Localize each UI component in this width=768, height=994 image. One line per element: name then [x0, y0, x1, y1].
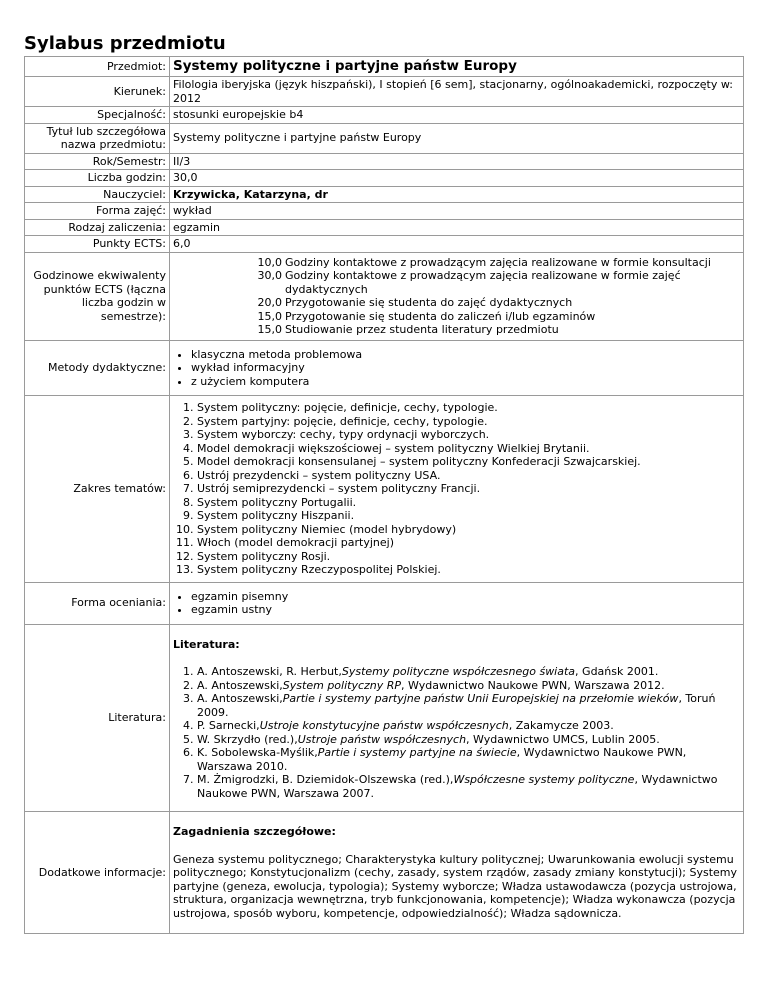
label-topics: Zakres tematów:: [25, 396, 170, 583]
literature-title: Ustroje konstytucyjne państw współczesnych: [259, 719, 509, 732]
extra-heading: Zagadnienia szczegółowe:: [173, 825, 336, 838]
literature-author: A. Antoszewski,: [197, 678, 283, 692]
grading-item: • egzamin ustny: [191, 603, 740, 617]
grading-item: • egzamin pisemny: [191, 590, 740, 604]
label-zaliczenie: Rodzaj zaliczenia:: [25, 219, 170, 236]
label-rok: Rok/Semestr:: [25, 153, 170, 170]
row-zaliczenie: [25, 219, 744, 236]
hours-value: 10,0: [257, 255, 282, 269]
topic-item: 12. System polityczny Rosji.: [197, 550, 740, 564]
literature-title: Systemy polityczne współczesnego świata: [341, 665, 576, 678]
value-kierunek: Filologia iberyjska (język hiszpański), I stopień [6 sem], stacjonarny, ogólnoakademicki, rozpoczęty w: 2012: [170, 77, 744, 107]
label-ects: Punkty ECTS:: [25, 236, 170, 253]
row-specjalnosc: [25, 107, 744, 124]
literature-publisher: , Toruń 2009.: [197, 692, 716, 719]
value-nauczyciel: Krzywicka, Katarzyna, dr: [170, 186, 744, 203]
value-ects: 6,0: [170, 236, 744, 253]
literature-heading: Literatura:: [173, 637, 240, 651]
row-methods: [25, 340, 744, 396]
literature-publisher: , Wydawnictwo Naukowe PWN, Warszawa 2010.: [197, 746, 687, 773]
label-przedmiot: Przedmiot:: [25, 57, 170, 77]
hours-row: [173, 269, 740, 296]
extra-text: Geneza systemu politycznego; Charakterystyka kultury politycznej; Uwarunkowania ewolucji systemu politycznego; Konstytucjonalizm (cechy, zasady, system rządów, zasady zmiany konstytucji); Systemy partyjne (geneza, ewolucja, typologia); Systemy wyborcze; Władza ustawodawcza (pozycja ustrojowa, struktura, organizacja wewnętrzna, tryb funkcjonowania, kompetencje); Władza wykonawcza (pozycja ustrojowa, sposób wyboru, kompetencje, odpowiedzialność); Władza sądownicza.: [173, 852, 738, 920]
hours-value: 15,0: [257, 309, 282, 323]
hours-row: [173, 296, 740, 310]
label-hours: Godzinowe ekwiwalenty punktów ECTS (łączna liczba godzin w semestrze):: [25, 252, 170, 340]
literature-title: Ustroje państw współczesnych: [297, 732, 467, 746]
value-przedmiot: Systemy polityczne i partyjne państw Europy: [170, 57, 744, 77]
literature-author: K. Sobolewska-Myślik,: [197, 746, 318, 759]
row-hours: [25, 252, 744, 340]
topic-item: 4. Model demokracji większościowej – system polityczny Wielkiej Brytanii.: [197, 442, 740, 456]
method-item: • klasyczna metoda problemowa: [191, 348, 740, 362]
literature-title: Partie i systemy partyjne państw Unii Europejskiej na przełomie wieków: [282, 692, 679, 705]
row-godziny: [25, 170, 744, 187]
row-grading: [25, 582, 744, 624]
literature-publisher: , Wydawnictwo UMCS, Lublin 2005.: [466, 732, 660, 746]
row-literature: [25, 624, 744, 812]
literature-author: A. Antoszewski,: [197, 692, 283, 705]
hours-description: Studiowanie przez studenta literatury przedmiotu: [285, 323, 559, 336]
label-godziny: Liczba godzin:: [25, 170, 170, 187]
literature-item: [197, 719, 740, 733]
literature-item: [197, 692, 740, 719]
hours-description: Godziny kontaktowe z prowadzącym zajęcia realizowane w formie konsultacji: [285, 255, 711, 269]
row-topics: [25, 396, 744, 583]
literature-publisher: , Wydawnictwo Naukowe PWN, Warszawa 2007.: [197, 773, 718, 800]
literature-item: [197, 746, 740, 773]
value-godziny: 30,0: [170, 170, 744, 187]
grading-list: [173, 590, 740, 617]
topic-item: 13. System polityczny Rzeczypospolitej Polskiej.: [197, 563, 740, 577]
literature-author: P. Sarnecki,: [197, 719, 260, 732]
value-rok: II/3: [170, 153, 744, 170]
literature-author: W. Skrzydło (red.),: [197, 732, 298, 746]
literature-publisher: , Wydawnictwo Naukowe PWN, Warszawa 2012.: [401, 678, 665, 692]
label-kierunek: Kierunek:: [25, 77, 170, 107]
topic-item: 10. System polityczny Niemiec (model hybrydowy): [197, 523, 740, 537]
syllabus-table: [24, 56, 744, 934]
hours-row: [173, 323, 740, 337]
row-rok: [25, 153, 744, 170]
value-tytul: Systemy polityczne i partyjne państw Europy: [170, 123, 744, 153]
literature-item: [197, 679, 740, 693]
topic-item: 7. Ustrój semiprezydencki – system polityczny Francji.: [197, 482, 740, 496]
topic-item: 8. System polityczny Portugalii.: [197, 496, 740, 510]
hours-description: Przygotowanie się studenta do zaliczeń i/lub egzaminów: [285, 309, 596, 323]
hours-description: Godziny kontaktowe z prowadzącym zajęcia realizowane w formie zajęć dydaktycznych: [285, 269, 681, 296]
literature-item: [197, 773, 740, 800]
hours-description: Przygotowanie się studenta do zajęć dydaktycznych: [285, 296, 573, 309]
hours-row: [173, 256, 740, 270]
literature-publisher: , Zakamycze 2003.: [508, 719, 614, 732]
literature-title: Współczesne systemy polityczne: [453, 773, 635, 786]
literature-publisher: , Gdańsk 2001.: [575, 665, 659, 678]
methods-list: [173, 348, 740, 389]
literature-list: [173, 665, 740, 800]
label-literature: Literatura:: [25, 624, 170, 812]
topic-item: 9. System polityczny Hiszpanii.: [197, 509, 740, 523]
topics-list: [173, 401, 740, 577]
label-extra: Dodatkowe informacje:: [25, 812, 170, 934]
topic-item: 2. System partyjny: pojęcie, definicje, cechy, typologie.: [197, 415, 740, 429]
value-specjalnosc: stosunki europejskie b4: [170, 107, 744, 124]
hours-value: 15,0: [257, 323, 282, 336]
row-forma: [25, 203, 744, 220]
literature-item: [197, 733, 740, 747]
hours-value: 20,0: [257, 296, 282, 309]
method-item: • z użyciem komputera: [191, 375, 740, 389]
literature-title: Partie i systemy partyjne na świecie: [317, 746, 517, 759]
value-forma: wykład: [170, 203, 744, 220]
literature-item: [197, 665, 740, 679]
hours-row: [173, 310, 740, 324]
row-extra: [25, 812, 744, 934]
literature-author: M. Żmigrodzki, B. Dziemidok-Olszewska (red.),: [197, 773, 454, 786]
label-grading: Forma oceniania:: [25, 582, 170, 624]
topic-item: 11. Włoch (model demokracji partyjnej): [197, 536, 740, 550]
hours-value: 30,0: [257, 269, 282, 282]
value-zaliczenie: egzamin: [170, 219, 744, 236]
topic-item: 1. System polityczny: pojęcie, definicje, cechy, typologie.: [197, 401, 740, 415]
method-item: • wykład informacyjny: [191, 361, 740, 375]
literature-author: A. Antoszewski, R. Herbut,: [197, 665, 342, 678]
topic-item: 6. Ustrój prezydencki – system polityczny USA.: [197, 469, 740, 483]
topic-item: 3. System wyborczy: cechy, typy ordynacji wyborczych.: [197, 428, 740, 442]
page-title: Sylabus przedmiotu: [24, 33, 226, 54]
literature-title: System polityczny RP: [282, 678, 402, 692]
row-tytul: [25, 123, 744, 153]
row-ects: [25, 236, 744, 253]
label-tytul: Tytuł lub szczegółowa nazwa przedmiotu:: [25, 123, 170, 153]
label-forma: Forma zajęć:: [25, 203, 170, 220]
label-methods: Metody dydaktyczne:: [25, 340, 170, 396]
label-specjalnosc: Specjalność:: [25, 107, 170, 124]
row-kierunek: [25, 77, 744, 107]
hours-table: [173, 256, 740, 337]
row-nauczyciel: [25, 186, 744, 203]
label-nauczyciel: Nauczyciel:: [25, 186, 170, 203]
row-przedmiot: [25, 57, 744, 77]
topic-item: 5. Model demokracji konsensulanej – system polityczny Konfederacji Szwajcarskiej.: [197, 455, 740, 469]
